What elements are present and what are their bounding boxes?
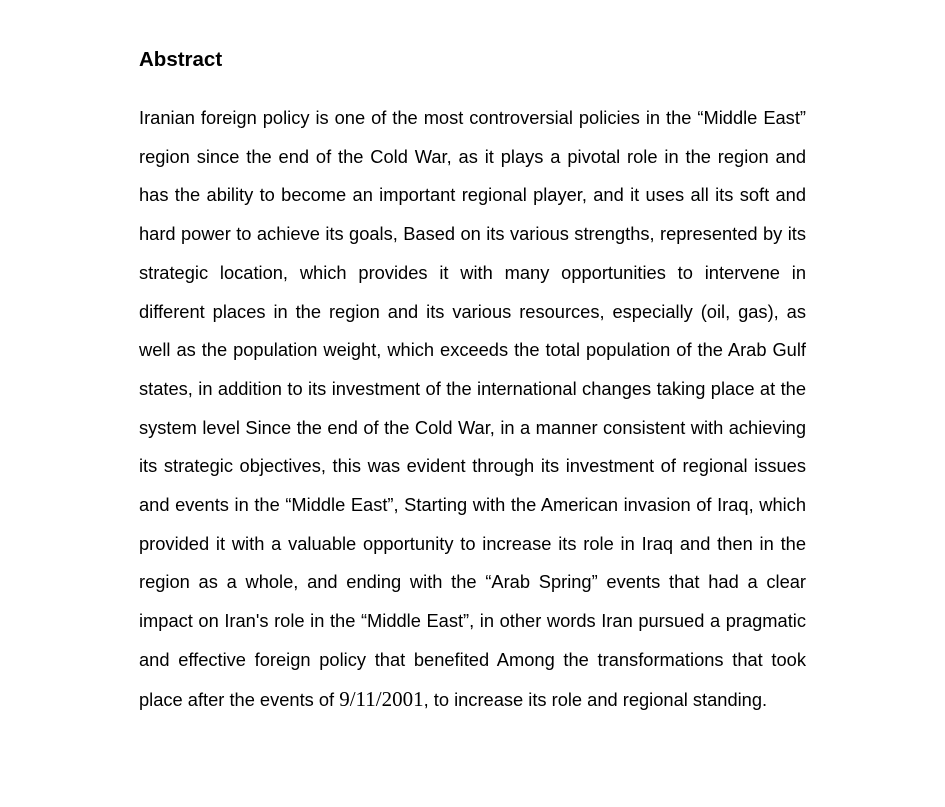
event-date: 9/11/2001 [339,686,424,711]
abstract-heading: Abstract [139,48,223,71]
abstract-paragraph [139,99,806,719]
paragraph-text-after-date: , to increase its role and regional standing. [423,688,768,710]
paragraph-text-before-date: Iranian foreign policy is one of the most controversial policies in the “Middle East” region since the end of the Cold War, as it plays a pivotal role in the region and has the ability to become an important regional player, and it uses all its soft and hard power to achieve its goals, Based on its various strengths, represented by its strategic location, which provides it with many opportunities to intervene in different places in the region and its various resources, especially (oil, gas), as well as the population weight, which exceeds the total population of the Arab Gulf states, in addition to its investment of the international changes taking place at the system level Since the end of the Cold War, in a manner consistent with achieving its strategic objectives, this was evident through its investment of regional issues and events in the “Middle East”, Starting with the American invasion of Iraq, which provided it with a valuable opportunity to increase its role in Iraq and then in the region as a whole, and ending with the “Arab Spring” events that had a clear impact on Iran's role in the “Middle East”, in other words Iran pursued a pragmatic and effective foreign policy that benefited Among the transformations that took place after the events of [139,107,806,710]
